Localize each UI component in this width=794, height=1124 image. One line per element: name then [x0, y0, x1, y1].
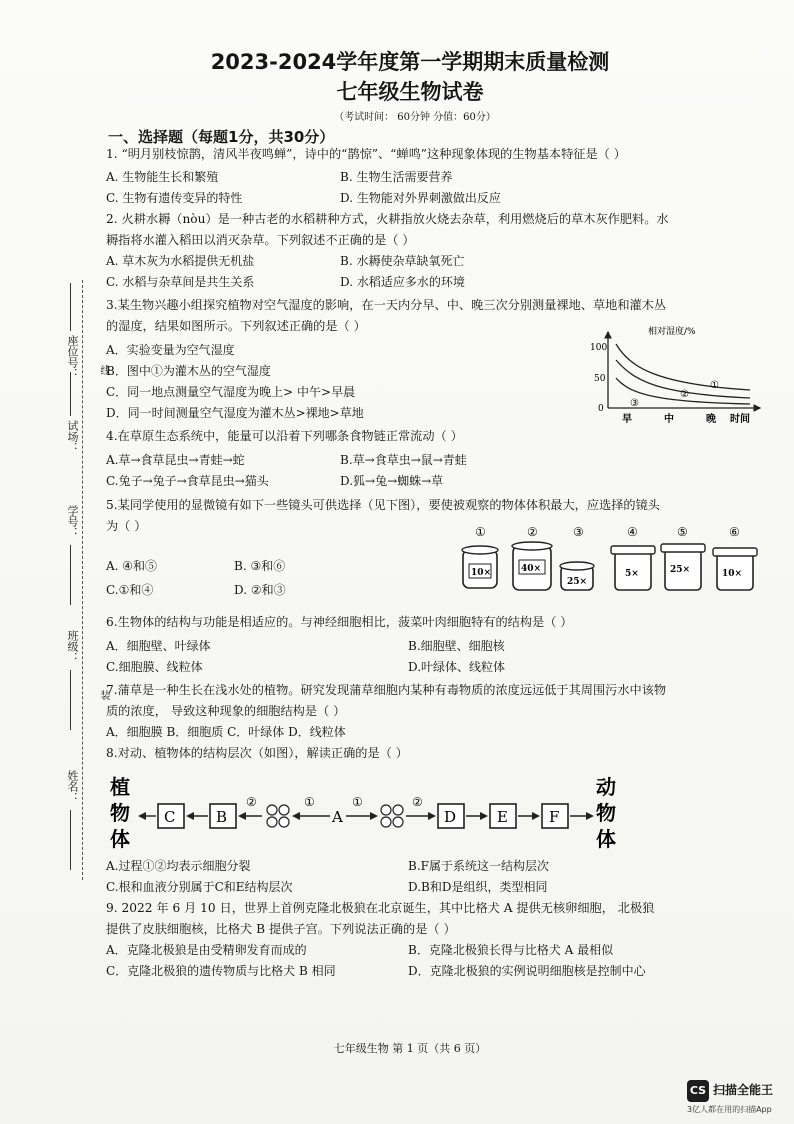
q6-option-a[interactable]: A．细胞壁、叶绿体 — [106, 639, 211, 653]
q5-option-b[interactable]: B. ③和⑥ — [234, 559, 286, 573]
box-d-label: D — [444, 808, 457, 826]
q9-option-d[interactable]: D．克隆北极狼的实例说明细胞核是控制中心 — [408, 964, 646, 978]
chart-xlabel: 时间 — [730, 414, 750, 425]
section-title: 一、选择题（每题1分，共30分） — [108, 128, 335, 146]
class-underline — [70, 670, 71, 730]
q9-stem-2: 提供了皮肤细胞核，比格犬 B 提供子宫。下列说法正确的是（ ） — [106, 922, 456, 936]
q5-stem-1: 5.某同学使用的显微镜有如下一些镜头可供选择（见下图），要使被观察的物体体积最大，应选择的镜头 — [106, 498, 660, 512]
step-2-right: ② — [412, 795, 423, 809]
q3-option-c[interactable]: C．同一地点测量空气湿度为晚上> 中午>早晨 — [106, 385, 356, 399]
q8-option-c[interactable]: C.根和血液分别属于C和E结构层次 — [106, 880, 293, 894]
q1-option-d[interactable]: D. 生物能对外界刺激做出反应 — [340, 191, 501, 205]
q2-option-d[interactable]: D. 水稻适应多水的环境 — [340, 275, 465, 289]
q5-option-c[interactable]: C.①和④ — [106, 583, 154, 597]
svg-text:动: 动 — [596, 775, 616, 799]
svg-text:物: 物 — [596, 801, 616, 825]
bleed-through-marks — [720, 40, 794, 62]
svg-text:体: 体 — [110, 827, 130, 851]
svg-text:物: 物 — [110, 801, 130, 825]
student-no-underline — [70, 545, 71, 605]
xtick-noon: 中 — [664, 414, 674, 425]
ytick-0: 0 — [598, 404, 604, 414]
q8-option-b[interactable]: B.F属于系统这一结构层次 — [408, 859, 549, 873]
q1-option-c[interactable]: C. 生物有遗传变异的特性 — [106, 191, 243, 205]
lens-1-mag: 10× — [471, 568, 492, 578]
box-c-label: C — [164, 808, 176, 826]
xtick-evening: 晚 — [706, 414, 716, 425]
lens-2-number: ② — [527, 525, 538, 539]
chart-ylabel: 相对湿度/% — [648, 327, 696, 337]
q2-stem-2: 耨指将水灌入稻田以消灭杂草。下列叙述不正确的是（ ） — [106, 233, 415, 247]
q4-option-a[interactable]: A.草→食草昆虫→青蛙→蛇 — [106, 453, 245, 467]
q1-option-b[interactable]: B. 生物生活需要营养 — [340, 170, 453, 184]
q2-option-c[interactable]: C. 水稻与杂草间是共生关系 — [106, 275, 255, 289]
q4-stem: 4.在草原生态系统中，能量可以沿着下列哪条食物链正常流动（ ） — [106, 429, 463, 443]
exam-room-underline — [70, 372, 71, 416]
q3-option-a[interactable]: A．实验变量为空气湿度 — [106, 343, 235, 357]
q6-option-c[interactable]: C.细胞膜、线粒体 — [106, 660, 203, 674]
q6-option-d[interactable]: D.叶绿体、线粒体 — [408, 660, 506, 674]
student-no-label: 学号： — [66, 505, 79, 538]
curve-1 — [616, 344, 750, 390]
lens-5-number: ⑤ — [677, 525, 688, 539]
lens-2-mag: 40× — [521, 564, 542, 574]
svg-text:体: 体 — [596, 827, 616, 851]
xtick-morning: 早 — [622, 414, 632, 425]
lens-6-mag: 10× — [722, 569, 743, 579]
scanner-logo-icon: CS — [687, 1080, 709, 1102]
q3-stem-1: 3.某生物兴趣小组探究植物对空气湿度的影响，在一天内分早、中、晚三次分别测量裸地、草地和灌木丛 — [106, 298, 667, 312]
exam-subtitle: 七年级生物试卷 — [336, 80, 484, 104]
lens-4-number: ④ — [627, 525, 638, 539]
q4-option-d[interactable]: D.狐→兔→蜘蛛→草 — [340, 474, 444, 488]
q8-option-a[interactable]: A.过程①②均表示细胞分裂 — [106, 859, 251, 873]
q5-option-a[interactable]: A. ④和⑤ — [106, 559, 158, 573]
box-f-label: F — [549, 808, 560, 826]
cell-cluster-left — [267, 805, 289, 827]
lens-4 — [611, 525, 655, 590]
q9-option-b[interactable]: B．克隆北极狼长得与比格犬 A 最相似 — [408, 943, 614, 957]
step-1-right: ① — [352, 795, 363, 809]
step-2-left: ② — [246, 795, 257, 809]
animal-label — [596, 775, 616, 851]
step-1-left: ① — [304, 795, 315, 809]
lens-5 — [661, 525, 705, 590]
box-b-label: B — [216, 808, 228, 826]
seat-underline — [70, 283, 71, 331]
q5-stem-2: 为（ ） — [106, 519, 147, 533]
plant-label — [110, 775, 130, 851]
line-mark: 线 — [98, 365, 109, 375]
q6-stem: 6.生物体的结构与功能是相适应的。与神经细胞相比，菠菜叶肉细胞特有的结构是（ ） — [106, 615, 573, 629]
lens-1-number: ① — [475, 525, 486, 539]
box-e-label: E — [497, 808, 508, 826]
q7-options[interactable]: A．细胞膜 B．细胞质 C．叶绿体 D．线粒体 — [106, 725, 346, 739]
ytick-50: 50 — [594, 374, 606, 384]
q6-option-b[interactable]: B.细胞壁、细胞核 — [408, 639, 505, 653]
q9-option-c[interactable]: C．克隆北极狼的遗传物质与比格犬 B 相同 — [106, 964, 336, 978]
binding-dashed-line — [82, 280, 83, 880]
lens-6-number: ⑥ — [729, 525, 740, 539]
lens-figure — [455, 522, 775, 602]
curve-marker-3: ③ — [630, 398, 639, 409]
q1-option-a[interactable]: A. 生物能生长和繁殖 — [106, 170, 219, 184]
q3-stem-2: 的湿度，结果如图所示。下列叙述正确的是（ ） — [106, 319, 366, 333]
name-label: 姓名： — [66, 770, 79, 803]
exam-title: 2023-2024学年度第一学期期末质量检测 — [210, 50, 610, 74]
q8-stem: 8.对动、植物体的结构层次（如图），解读正确的是（ ） — [106, 746, 408, 760]
lens-5-mag: 25× — [670, 565, 691, 575]
curve-marker-2: ② — [680, 389, 689, 400]
q3-option-d[interactable]: D．同一时间测量空气湿度为灌木丛>裸地>草地 — [106, 406, 364, 420]
cell-cluster-right — [381, 805, 403, 827]
scanner-app-name: 扫描全能王 — [713, 1083, 774, 1097]
lens-6 — [713, 525, 757, 590]
q4-option-c[interactable]: C.兔子→兔子→食草昆虫→猫头 — [106, 474, 269, 488]
curve-marker-1: ① — [710, 380, 719, 391]
q1-stem: 1. “明月别枝惊鹊，清风半夜鸣蝉”，诗中的“鹊惊”、“蝉鸣”这种现象体现的生物基本特征是（ ） — [106, 147, 626, 161]
q7-stem-2: 质的浓度， 导致这种现象的细胞结构是（ ） — [106, 704, 346, 718]
name-underline — [70, 810, 71, 870]
q2-stem-1: 2. 火耕水耨（nòu）是一种古老的水稻耕种方式，火耕指放火烧去杂草，利用燃烧后的草木灰作肥料。水 — [106, 212, 669, 226]
q7-stem-1: 7.蒲草是一种生长在浅水处的植物。研究发现蒲草细胞内某种有毒物质的浓度远远低于其周围污水中该物 — [106, 683, 667, 697]
q9-stem-1: 9. 2022 年 6 月 10 日，世界上首例克隆北极狼在北京诞生，其中比格犬 A 提供无核卵细胞， 北极狼 — [106, 901, 655, 915]
lens-2 — [512, 525, 552, 590]
lens-4-mag: 5× — [625, 569, 639, 579]
class-label: 班级： — [66, 630, 79, 663]
lens-3-mag: 25× — [567, 577, 588, 587]
q8-option-d[interactable]: D.B和D是组织，类型相同 — [408, 880, 548, 894]
cut-mark: 装 — [98, 690, 109, 700]
seat-label: 座位号： — [66, 335, 79, 379]
svg-text:植: 植 — [110, 775, 130, 799]
q5-option-d[interactable]: D. ②和③ — [234, 583, 286, 597]
exam-room-label: 试场： — [66, 420, 79, 453]
center-a: A — [332, 808, 343, 826]
ytick-100: 100 — [590, 343, 608, 353]
exam-info: （考试时间： 60分钟 分值：60分） — [334, 112, 496, 123]
lens-1 — [462, 525, 498, 588]
q4-option-b[interactable]: B.草→食草虫→鼠→青蛙 — [340, 453, 467, 467]
hierarchy-figure — [108, 768, 638, 854]
q2-option-b[interactable]: B. 水耨使杂草缺氧死亡 — [340, 254, 465, 268]
q3-option-b[interactable]: B．图中①为灌木丛的空气湿度 — [106, 364, 271, 378]
scanner-slogan: 3亿人都在用的扫描App — [687, 1105, 772, 1114]
lens-3 — [560, 525, 594, 590]
page-footer: 七年级生物 第 1 页（共 6 页） — [333, 1042, 487, 1055]
lens-3-number: ③ — [573, 525, 584, 539]
humidity-chart — [560, 322, 775, 432]
q9-option-a[interactable]: A．克隆北极狼是由受精卵发育而成的 — [106, 943, 307, 957]
q2-option-a[interactable]: A. 草木灰为水稻提供无机盐 — [106, 254, 255, 268]
